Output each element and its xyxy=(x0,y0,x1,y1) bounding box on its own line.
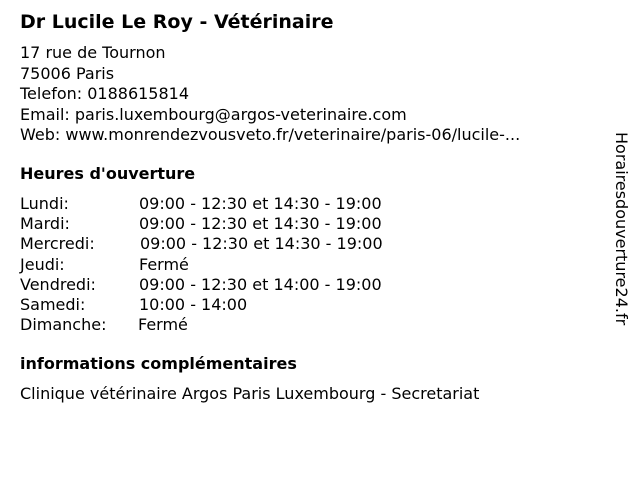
site-watermark: Horairesdouverture24.fr xyxy=(612,132,631,326)
time-value: Fermé xyxy=(139,254,189,274)
additional-info-text: Clinique vétérinaire Argos Paris Luxembourg - Secretariat xyxy=(20,384,480,403)
page-title: Dr Lucile Le Roy - Vétérinaire xyxy=(20,11,334,33)
time-value: 09:00 - 12:30 et 14:30 - 19:00 xyxy=(139,214,382,234)
time-value: 09:00 - 12:30 et 14:30 - 19:00 xyxy=(139,194,382,213)
time-value: 10:00 - 14:00 xyxy=(139,294,248,314)
address-block xyxy=(20,43,520,146)
day-label: Mercredi: xyxy=(20,234,95,254)
time-value: 09:00 - 12:30 et 14:00 - 19:00 xyxy=(139,274,382,294)
day-label: Mardi: xyxy=(20,214,70,234)
phone-number: Telefon: 0188615814 xyxy=(20,84,190,103)
day-label: Jeudi: xyxy=(20,254,65,274)
city-address: 75006 Paris xyxy=(20,63,115,83)
day-label: Samedi: xyxy=(20,294,86,314)
street-address: 17 rue de Tournon xyxy=(20,43,166,62)
time-value: 09:00 - 12:30 et 14:30 - 19:00 xyxy=(140,234,383,254)
day-label: Dimanche: xyxy=(20,315,107,335)
day-label: Lundi: xyxy=(20,194,69,213)
email-address: Email: paris.luxembourg@argos-veterinaire.com xyxy=(20,104,407,124)
website-url: Web: www.monrendezvousveto.fr/veterinaire/paris-06/lucile-... xyxy=(20,125,521,144)
opening-hours-heading: Heures d'ouverture xyxy=(20,164,196,183)
additional-info-heading: informations complémentaires xyxy=(20,354,297,373)
time-value: Fermé xyxy=(138,315,188,335)
day-label: Vendredi: xyxy=(20,274,96,294)
